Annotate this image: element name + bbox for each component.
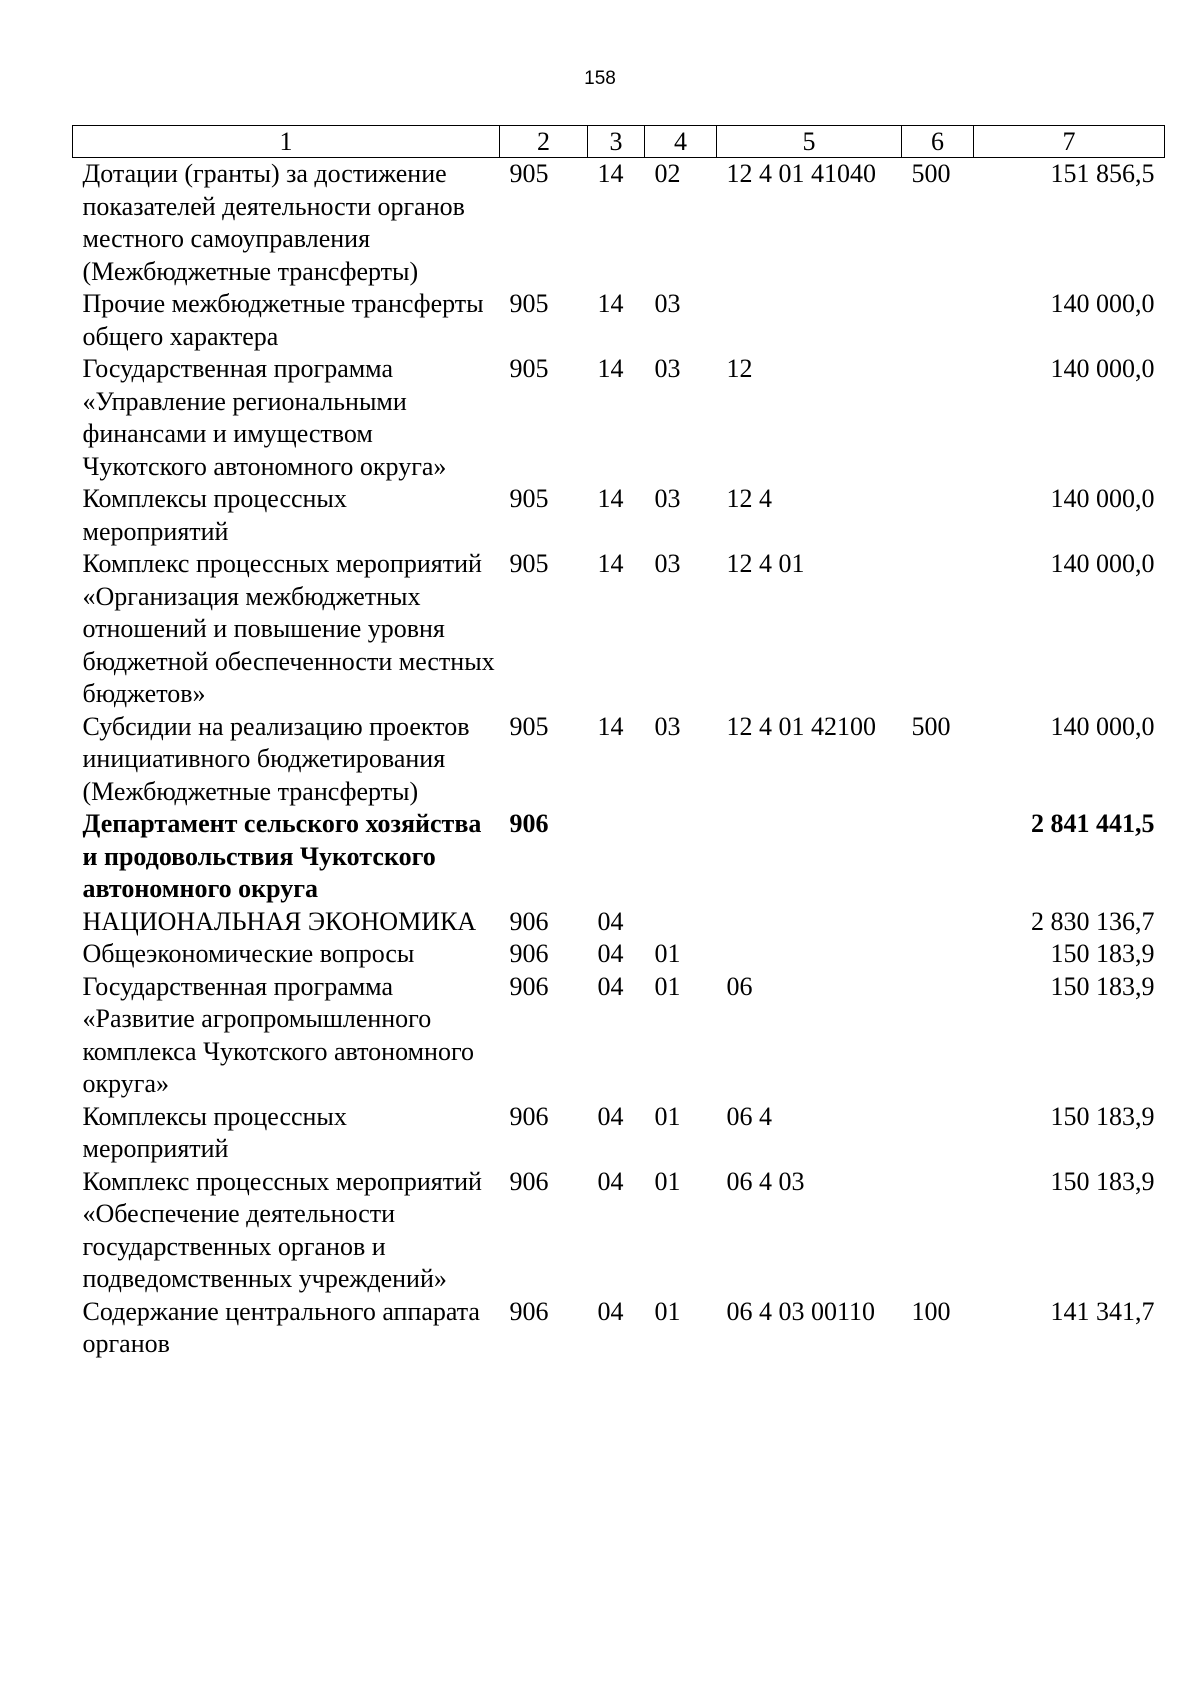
cell-name: Государственная программа «Развитие агропромышленного комплекса Чукотского автономного округа» <box>82 971 474 1098</box>
cell-subsection-code <box>645 808 717 906</box>
cell-expense-type-code <box>902 483 974 548</box>
table-row <box>73 808 1165 906</box>
header-col-1: 1 <box>73 126 500 158</box>
cell-name: Комплексы процессных мероприятий <box>82 1101 347 1163</box>
cell-subsection-code: 01 <box>654 971 681 1001</box>
cell-subsection-code: 03 <box>654 711 681 741</box>
cell-expense-type-code <box>902 288 974 353</box>
cell-target-article-code: 06 4 03 <box>726 1166 805 1196</box>
cell-expense-type-code <box>902 1101 974 1166</box>
cell-section-code: 04 <box>597 1296 624 1326</box>
table-row <box>73 711 1165 809</box>
cell-target-article-code: 12 4 01 41040 <box>726 159 876 188</box>
cell-section-code: 14 <box>597 354 624 383</box>
cell-section-code: 14 <box>597 159 624 188</box>
cell-amount: 140 000,0 <box>1050 549 1155 578</box>
cell-section-code: 04 <box>597 939 624 968</box>
cell-grbs-code: 906 <box>509 939 549 968</box>
cell-target-article-code <box>717 288 902 353</box>
cell-subsection-code <box>645 906 717 939</box>
cell-grbs-code: 905 <box>509 159 549 188</box>
cell-grbs-code: 905 <box>509 549 549 578</box>
cell-name: Общеэкономические вопросы <box>82 939 415 968</box>
table-row <box>73 548 1165 711</box>
cell-name: Прочие межбюджетные трансферты общего характера <box>82 289 484 351</box>
cell-expense-type-code: 100 <box>911 1296 951 1326</box>
cell-subsection-code: 03 <box>654 289 681 318</box>
cell-section-code: 14 <box>597 484 624 513</box>
cell-target-article-code <box>717 906 902 939</box>
cell-amount: 140 000,0 <box>1050 484 1155 513</box>
cell-section-code: 04 <box>597 971 624 1001</box>
cell-amount: 151 856,5 <box>1050 159 1155 188</box>
cell-expense-type-code <box>902 808 974 906</box>
cell-section-code: 04 <box>597 1166 624 1196</box>
cell-name: Содержание центрального аппарата органов <box>82 1296 480 1358</box>
cell-subsection-code: 03 <box>654 354 681 383</box>
cell-grbs-code: 906 <box>509 1296 549 1326</box>
cell-target-article-code <box>717 938 902 971</box>
table-row <box>73 353 1165 483</box>
cell-amount: 150 183,9 <box>1050 1101 1155 1131</box>
cell-grbs-code: 905 <box>509 484 549 513</box>
header-col-5: 5 <box>717 126 902 158</box>
cell-subsection-code: 02 <box>654 159 681 188</box>
cell-section-code: 14 <box>597 711 624 741</box>
cell-expense-type-code <box>902 548 974 711</box>
cell-grbs-code: 906 <box>509 809 549 838</box>
table-row <box>73 1101 1165 1166</box>
cell-subsection-code: 01 <box>654 1101 681 1131</box>
cell-grbs-code: 905 <box>509 711 549 741</box>
cell-subsection-code: 03 <box>654 549 681 578</box>
cell-grbs-code: 906 <box>509 971 549 1001</box>
cell-target-article-code <box>717 808 902 906</box>
cell-target-article-code: 12 <box>726 354 753 383</box>
cell-subsection-code: 03 <box>654 484 681 513</box>
cell-grbs-code: 905 <box>509 354 549 383</box>
cell-expense-type-code: 500 <box>911 711 951 741</box>
cell-grbs-code: 906 <box>509 1101 549 1131</box>
cell-expense-type-code <box>902 971 974 1101</box>
cell-name: Субсидии на реализацию проектов инициативного бюджетирования (Межбюджетные трансферты) <box>82 711 470 806</box>
header-col-2: 2 <box>500 126 588 158</box>
cell-section-code: 04 <box>597 1101 624 1131</box>
cell-amount: 2 841 441,5 <box>1031 809 1155 838</box>
cell-expense-type-code <box>902 353 974 483</box>
table-row <box>73 1166 1165 1296</box>
header-col-3: 3 <box>588 126 645 158</box>
cell-amount: 2 830 136,7 <box>1031 906 1155 936</box>
cell-grbs-code: 906 <box>509 1166 549 1196</box>
cell-section-code <box>588 808 645 906</box>
table-row <box>73 971 1165 1101</box>
cell-name: Государственная программа «Управление региональными финансами и имуществом Чукотского автономного округа» <box>82 354 447 481</box>
cell-amount: 141 341,7 <box>1050 1296 1155 1326</box>
cell-target-article-code: 06 4 03 00110 <box>726 1296 876 1326</box>
cell-name: Комплекс процессных мероприятий «Обеспечение деятельности государственных органов и подведомственных учреждений» <box>82 1166 482 1293</box>
table-row <box>73 906 1165 939</box>
cell-amount: 140 000,0 <box>1050 711 1155 741</box>
table-body <box>73 158 1165 1361</box>
table-header <box>73 126 1165 158</box>
cell-amount: 150 183,9 <box>1050 1166 1155 1196</box>
cell-expense-type-code <box>902 1166 974 1296</box>
cell-amount: 140 000,0 <box>1050 289 1155 318</box>
cell-amount: 140 000,0 <box>1050 354 1155 383</box>
budget-table <box>72 125 1165 1361</box>
cell-name: НАЦИОНАЛЬНАЯ ЭКОНОМИКА <box>82 906 477 936</box>
cell-target-article-code: 06 4 <box>726 1101 772 1131</box>
cell-amount: 150 183,9 <box>1050 971 1155 1001</box>
table-row <box>73 158 1165 289</box>
table-row <box>73 288 1165 353</box>
cell-grbs-code: 905 <box>509 289 549 318</box>
cell-amount: 150 183,9 <box>1050 939 1155 968</box>
table-row <box>73 1296 1165 1361</box>
cell-grbs-code: 906 <box>509 906 549 936</box>
cell-name: Комплексы процессных мероприятий <box>82 484 347 546</box>
header-col-7: 7 <box>974 126 1165 158</box>
cell-target-article-code: 06 <box>726 971 753 1001</box>
cell-section-code: 04 <box>597 906 624 936</box>
cell-expense-type-code <box>902 938 974 971</box>
cell-subsection-code: 01 <box>654 939 681 968</box>
cell-name: Комплекс процессных мероприятий «Организация межбюджетных отношений и повышение уровня бюджетной обеспеченности местных бюджетов» <box>82 549 495 708</box>
cell-subsection-code: 01 <box>654 1296 681 1326</box>
cell-section-code: 14 <box>597 289 624 318</box>
header-col-6: 6 <box>902 126 974 158</box>
cell-expense-type-code <box>902 906 974 939</box>
cell-name: Дотации (гранты) за достижение показателей деятельности органов местного самоуправления (Межбюджетные трансферты) <box>82 159 465 286</box>
cell-expense-type-code: 500 <box>911 159 951 188</box>
table-row <box>73 483 1165 548</box>
table-row <box>73 938 1165 971</box>
cell-name: Департамент сельского хозяйства и продовольствия Чукотского автономного округа <box>82 809 482 903</box>
cell-target-article-code: 12 4 01 42100 <box>726 711 876 741</box>
header-row <box>73 126 1165 158</box>
page-number: 158 <box>584 68 616 89</box>
cell-target-article-code: 12 4 01 <box>726 549 805 578</box>
cell-subsection-code: 01 <box>654 1166 681 1196</box>
header-col-4: 4 <box>645 126 717 158</box>
cell-section-code: 14 <box>597 549 624 578</box>
cell-target-article-code: 12 4 <box>726 484 772 513</box>
